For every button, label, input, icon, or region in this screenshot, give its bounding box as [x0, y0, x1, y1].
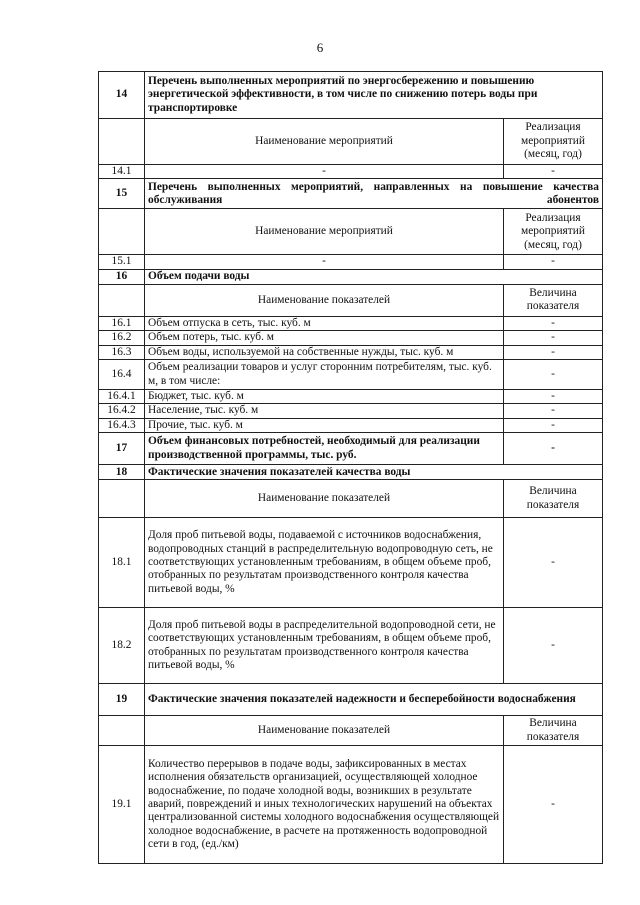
row-number: 19 — [99, 684, 145, 716]
table-row — [99, 684, 603, 716]
indicator-value: - — [504, 331, 603, 345]
indicator-value: - — [504, 316, 603, 330]
indicator-value: - — [504, 608, 603, 684]
section-title: Перечень выполненных мероприятий по энергосбережению и повышению энергетической эффективности, в том числе по снижению потерь воды при транспортировке — [145, 72, 603, 119]
row-number: 19.1 — [99, 746, 145, 864]
indicator-value: - — [504, 360, 603, 390]
indicator-name: Население, тыс. куб. м — [145, 404, 504, 418]
row-number: 16 — [99, 269, 145, 284]
indicator-value: - — [504, 404, 603, 418]
column-header-name: Наименование показателей — [145, 716, 504, 746]
indicator-value: - — [504, 746, 603, 864]
indicator-name: - — [145, 165, 504, 179]
row-number: 18.2 — [99, 608, 145, 684]
table-row — [99, 345, 603, 359]
indicator-name: Объем отпуска в сеть, тыс. куб. м — [145, 316, 504, 330]
row-number: 16.1 — [99, 316, 145, 330]
table-row — [99, 433, 603, 465]
indicator-value: - — [504, 255, 603, 269]
row-number — [99, 209, 145, 255]
table-row — [99, 418, 603, 432]
row-number: 15.1 — [99, 255, 145, 269]
row-number: 16.3 — [99, 345, 145, 359]
column-header-value: Реализация мероприятий (месяц, год) — [504, 119, 603, 165]
indicator-name: Количество перерывов в подаче воды, зафиксированных в местах исполнения обязательств организацией, осуществляющей холодное водоснабжение, по подаче холодной воды, возникших в результате аварий, повреждений и иных технологических нарушений на объектах централизованной системы холодного водоснабжения осуществляющей холодное водоснабжение, в расчете на протяженность водопроводной сети в год, (ед./км) — [145, 746, 504, 864]
row-number: 16.4.2 — [99, 404, 145, 418]
row-number: 18 — [99, 465, 145, 480]
table-row — [99, 746, 603, 864]
column-header-value: Величина показателя — [504, 284, 603, 316]
column-header-name: Наименование мероприятий — [145, 119, 504, 165]
row-number — [99, 716, 145, 746]
indicator-name: Доля проб питьевой воды в распределительной водопроводной сети, не соответствующих установленным требованиям, в общем объеме проб, отобранных по результатам производственного контроля качества питьевой воды, % — [145, 608, 504, 684]
table-row — [99, 255, 603, 269]
indicator-name: Прочие, тыс. куб. м — [145, 418, 504, 432]
row-number: 14.1 — [99, 165, 145, 179]
row-number: 16.2 — [99, 331, 145, 345]
table-row — [99, 165, 603, 179]
row-number: 16.4 — [99, 360, 145, 390]
table-row — [99, 269, 603, 284]
indicator-name: Объем потерь, тыс. куб. м — [145, 331, 504, 345]
indicator-value: - — [504, 165, 603, 179]
table-row — [99, 209, 603, 255]
section-title: Объем финансовых потребностей, необходимый для реализации производственной программы, тыс. руб. — [145, 433, 504, 465]
section-title: Фактические значения показателей качества воды — [145, 465, 603, 480]
table-row — [99, 360, 603, 390]
column-header-value: Реализация мероприятий (месяц, год) — [504, 209, 603, 255]
section-title: Объем подачи воды — [145, 269, 603, 284]
table-row — [99, 480, 603, 518]
column-header-name: Наименование мероприятий — [145, 209, 504, 255]
table-row — [99, 716, 603, 746]
page-number: 6 — [316, 40, 324, 55]
table-row — [99, 404, 603, 418]
table-row — [99, 518, 603, 608]
indicator-name: Объем реализации товаров и услуг сторонним потребителям, тыс. куб. м, в том числе: — [145, 360, 504, 390]
row-number: 18.1 — [99, 518, 145, 608]
indicator-name: Объем воды, используемой на собственные нужды, тыс. куб. м — [145, 345, 504, 359]
row-number: 17 — [99, 433, 145, 465]
table-row — [99, 608, 603, 684]
table-row — [99, 284, 603, 316]
section-title: Перечень выполненных мероприятий, направленных на повышение качества обслуживания абонентов — [145, 179, 603, 209]
table-row — [99, 331, 603, 345]
row-number — [99, 480, 145, 518]
column-header-name: Наименование показателей — [145, 480, 504, 518]
indicator-value: - — [504, 518, 603, 608]
row-number — [99, 284, 145, 316]
section-title: Фактические значения показателей надежности и бесперебойности водоснабжения — [145, 684, 603, 716]
indicator-name: Бюджет, тыс. куб. м — [145, 390, 504, 404]
indicator-name: - — [145, 255, 504, 269]
column-header-name: Наименование показателей — [145, 284, 504, 316]
column-header-value: Величина показателя — [504, 716, 603, 746]
table-row — [99, 179, 603, 209]
row-number: 15 — [99, 179, 145, 209]
row-number: 16.4.3 — [99, 418, 145, 432]
indicator-name: Доля проб питьевой воды, подаваемой с источников водоснабжения, водопроводных станций в распределительную водопроводную сеть, не соответствующих установленным требованиям, в общем объеме проб, отобранных по результатам производственного контроля качества питьевой воды, % — [145, 518, 504, 608]
production-program-table — [98, 71, 603, 864]
indicator-value: - — [504, 390, 603, 404]
column-header-value: Величина показателя — [504, 480, 603, 518]
row-number: 16.4.1 — [99, 390, 145, 404]
table-row — [99, 72, 603, 119]
table-row — [99, 119, 603, 165]
indicator-value: - — [504, 418, 603, 432]
row-number: 14 — [99, 72, 145, 119]
row-number — [99, 119, 145, 165]
indicator-value: - — [504, 433, 603, 465]
table-row — [99, 465, 603, 480]
table-row — [99, 390, 603, 404]
indicator-value: - — [504, 345, 603, 359]
table-row — [99, 316, 603, 330]
